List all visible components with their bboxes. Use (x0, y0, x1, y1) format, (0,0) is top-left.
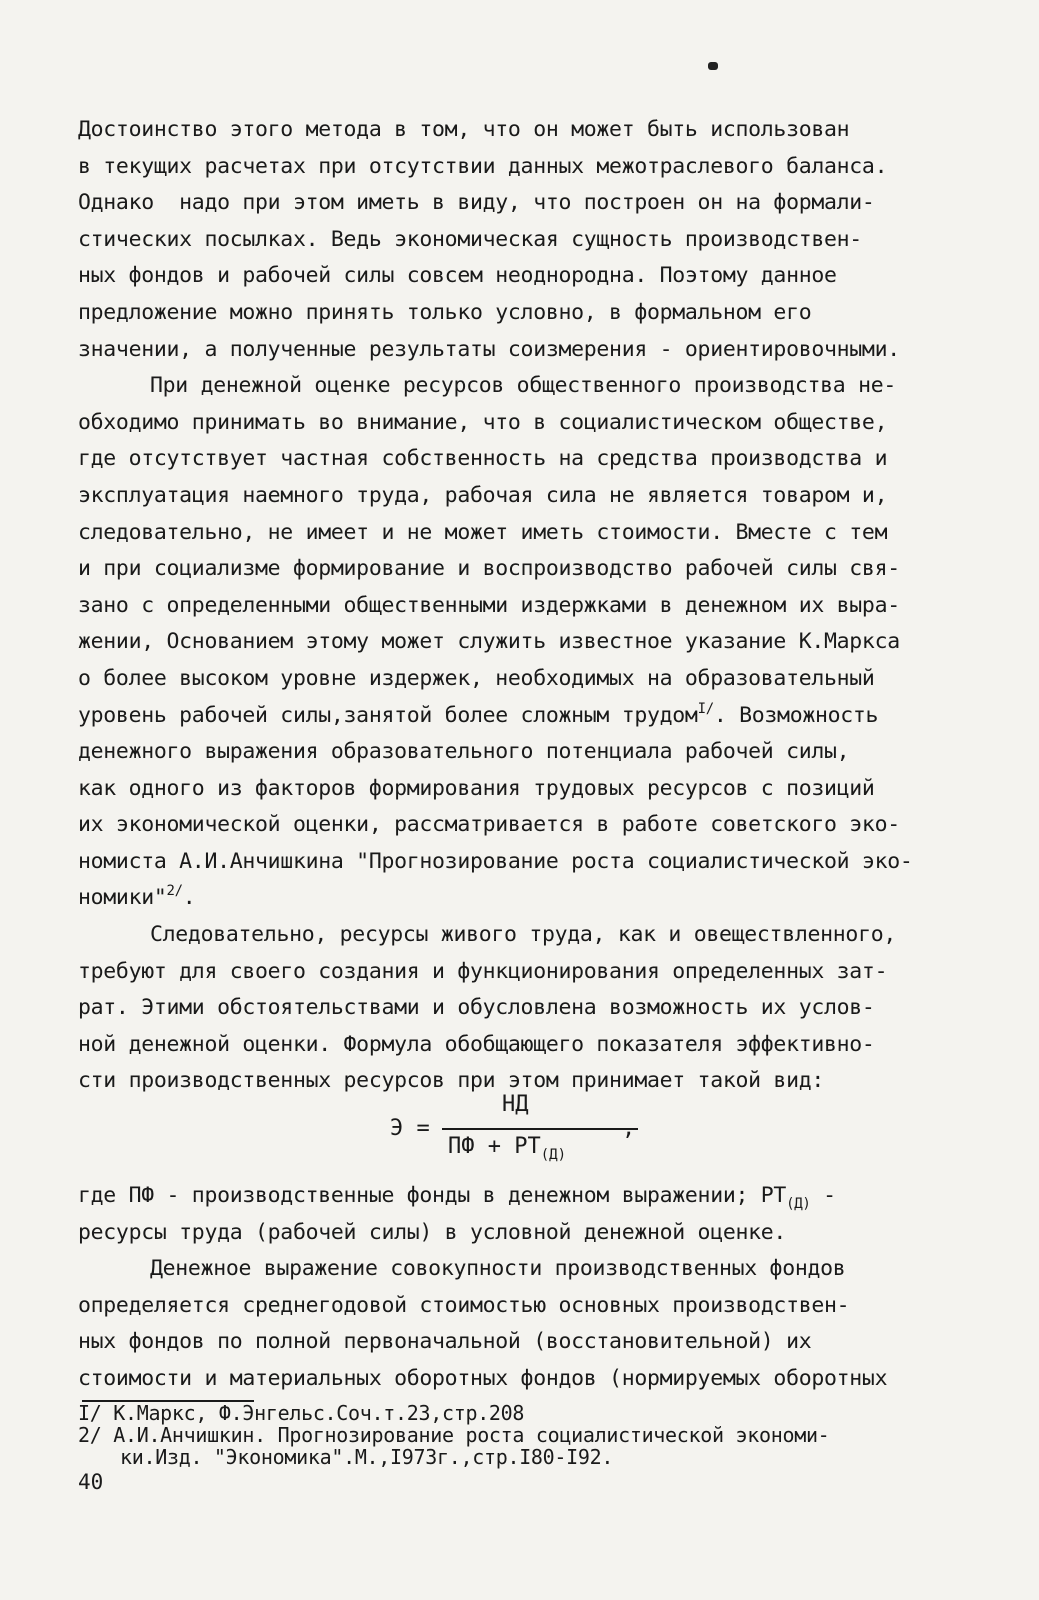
text-line: Следовательно, ресурсы живого труда, как и овеществленного, (150, 922, 897, 948)
main-text-continued (78, 1178, 978, 1398)
denominator-subscript: (Д) (540, 1147, 567, 1163)
text-line: обходимо принимать во внимание, что в социалистическом обществе, (78, 409, 888, 435)
text-line: ной денежной оценки. Формула обобщающего показателя эффективно- (78, 1031, 875, 1057)
text-line-where (78, 1178, 978, 1215)
footnote-2-continued: ки.Изд. "Экономика".М.,I973г.,стр.I80-I92. (120, 1445, 614, 1469)
text-line: ных фондов и рабочей силы совсем неоднородна. Поэтому данное (78, 263, 837, 289)
text-segment: где ПФ - производственные фонды в денежном выражении; РТ (78, 1183, 787, 1208)
text-line: предложение можно принять только условно, в формальном его (78, 299, 812, 325)
text-line: денежного выражения образовательного потенциала рабочей силы, (78, 739, 850, 765)
text-line-with-footnote-ref (78, 698, 978, 735)
text-segment: . Возможность (713, 702, 879, 728)
text-line: значении, а полученные результаты соизмерения - ориентировочными. (78, 336, 900, 362)
text-line: жении, Основанием этому может служить известное указание К.Маркса (78, 629, 900, 655)
formula-numerator: НД (502, 1092, 529, 1117)
text-line: Достоинство этого метода в том, что он может быть использован (78, 117, 850, 142)
text-line: как одного из факторов формирования трудовых ресурсов с позиций (78, 775, 875, 801)
paragraph-4 (78, 1251, 978, 1397)
text-line: стических посылках. Ведь экономическая сущность производствен- (78, 226, 862, 252)
fraction-bar (442, 1128, 638, 1130)
text-line: их экономической оценки, рассматривается в работе советского эко- (78, 812, 900, 838)
text-line: следовательно, не имеет и не может иметь стоимости. Вместе с тем (78, 519, 888, 545)
text-line-with-footnote-ref (78, 880, 978, 917)
footnote-2: 2/ А.И.Анчишкин. Прогнозирование роста социалистической экономи- (78, 1423, 830, 1447)
paragraph-1 (78, 112, 978, 368)
page-number: 40 (78, 1470, 104, 1494)
footnotes (78, 1402, 978, 1468)
text-line: эксплуатация наемного труда, рабочая сила не является товаром и, (78, 482, 888, 508)
text-line: где отсутствует частная собственность на средства производства и (78, 446, 888, 472)
formula-denominator (448, 1134, 567, 1163)
text-line: номиста А.И.Анчишкина "Прогнозирование роста социалистической эко- (78, 848, 913, 874)
text-line: Однако надо при этом иметь в виду, что построен он на формали- (78, 190, 875, 216)
text-segment: . (182, 885, 196, 911)
text-line: определяется среднегодовой стоимостью основных производствен- (78, 1292, 850, 1318)
text-segment: - (810, 1183, 836, 1208)
footnote-ref-1: I/ (697, 700, 714, 717)
footnote-ref-2: 2/ (166, 883, 183, 900)
subscript: (Д) (786, 1196, 811, 1212)
text-line: рат. Этими обстоятельствами и обусловлена возможность их услов- (78, 995, 875, 1021)
text-line: ных фондов по полной первоначальной (восстановительной) их (78, 1329, 812, 1355)
denominator-main: ПФ + РТ (448, 1134, 541, 1159)
footnote-1: I/ К.Маркс, Ф.Энгельс.Соч.т.23,стр.208 (78, 1401, 525, 1425)
text-segment: номики" (78, 885, 167, 911)
paragraph-3 (78, 917, 978, 1100)
ink-mark (708, 62, 718, 70)
main-text (78, 112, 978, 1100)
text-line: требуют для своего создания и функционирования определенных зат- (78, 958, 888, 984)
text-line: сти производственных ресурсов при этом принимает такой вид: (78, 1068, 825, 1094)
text-line: При денежной оценке ресурсов общественного производства не- (150, 373, 897, 399)
formula-comma: , (622, 1116, 636, 1141)
efficiency-formula (390, 1092, 650, 1176)
text-line: в текущих расчетах при отсутствии данных межотраслевого баланса. (78, 153, 888, 179)
text-line: о более высоком уровне издержек, необходимых на образовательный (78, 665, 875, 691)
text-line: зано с определенными общественными издержками в денежном их выра- (78, 592, 900, 618)
formula-lhs: Э = (390, 1116, 430, 1141)
text-line: ресурсы труда (рабочей силы) в условной денежной оценке. (78, 1219, 787, 1245)
text-line: Денежное выражение совокупности производственных фондов (150, 1256, 846, 1282)
paragraph-2 (78, 368, 978, 917)
text-line: стоимости и материальных оборотных фондов (нормируемых оборотных (78, 1365, 888, 1391)
text-segment: уровень рабочей силы,занятой более сложным трудом (78, 702, 698, 728)
text-line: и при социализме формирование и воспроизводство рабочей силы свя- (78, 556, 900, 582)
